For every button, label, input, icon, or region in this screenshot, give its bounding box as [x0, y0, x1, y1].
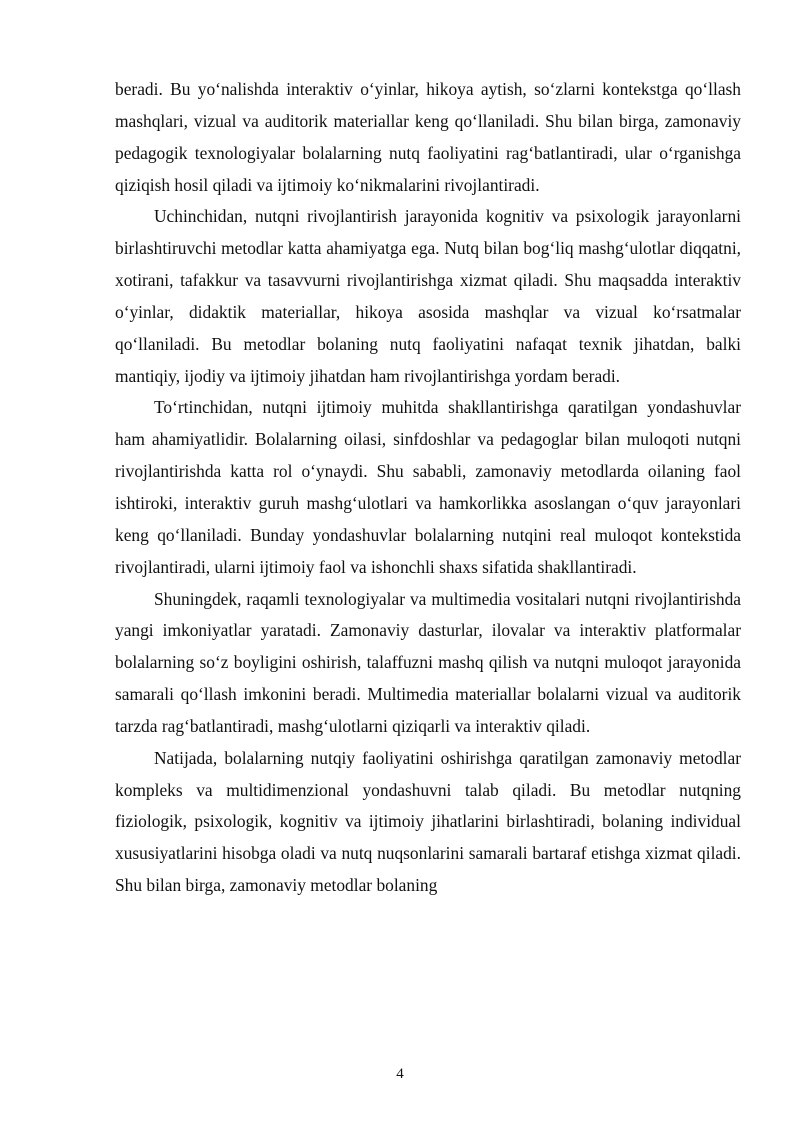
paragraph-natijada: Natijada, bolalarning nutqiy faoliyatini oshirishga qaratilgan zamonaviy metodlar kompleks va multidimenzional yondashuvni talab qiladi. Bu metodlar nutqning fiziologik, psixologik, kognitiv va ijtimoiy jihatlarini birlashtiradi, bolaning individual xususiyatlarini hisobga oladi va nutq nuqsonlarini samarali bartaraf etishga xizmat qiladi. Shu bilan birga, zamonaviy metodlar bolaning — [115, 747, 741, 896]
paragraph-tortinchidan: To‘rtinchidan, nutqni ijtimoiy muhitda shakllantirishga qaratilgan yondashuvlar ham ahamiyatlidir. Bolalarning oilasi, sinfdoshlar va pedagoglar bilan muloqoti nutqni rivojlantirishda katta rol o‘ynaydi. Shu sababli, zamonaviy metodlarda oilaning faol ishtiroki, interaktiv guruh mashg‘ulotlari va hamkorlikka asoslangan o‘quv jarayonlari keng qo‘llaniladi. Bunday yondashuvlar bolalarning nutqini real muloqot kontekstida rivojlantiradi, ularni ijtimoiy faol va ishonchli shaxs sifatida shakllantiradi. — [115, 397, 741, 577]
page-number: 4 — [396, 1066, 404, 1082]
paragraph-shuningdek: Shuningdek, raqamli texnologiyalar va multimedia vositalari nutqni rivojlantirishda yangi imkoniyatlar yaratadi. Zamonaviy dasturlar, ilovalar va interaktiv platformalar bolalarning so‘z boyligini oshirish, talaffuzni mashq qilish va nutqni muloqot jarayonida samarali qo‘llash imkonini beradi. Multimedia materiallar bolalarni vizual va auditorik tarzda rag‘batlantiradi, mashg‘ulotlarni qiziqarli va interaktiv qiladi. — [115, 588, 741, 736]
paragraph-uchinchidan: Uchinchidan, nutqni rivojlantirish jarayonida kognitiv va psixologik jarayonlarni birlashtiruvchi metodlar katta ahamiyatga ega. Nutq bilan bog‘liq mashg‘ulotlar diqqatni, xotirani, tafakkur va tasavvurni rivojlantirishga xizmat qiladi. Shu maqsadda interaktiv o‘yinlar, didaktik materiallar, hikoya asosida mashqlar va vizual ko‘rsatmalar qo‘llaniladi. Bu metodlar bolaning nutq faoliyatini nafaqat texnik jihatdan, balki mantiqiy, ijodiy va ijtimoiy jihatdan ham rivojlantirishga yordam beradi. — [115, 206, 741, 386]
paragraph-continuation: beradi. Bu yo‘nalishda interaktiv o‘yinlar, hikoya aytish, so‘zlarni kontekstga qo‘llash mashqlari, vizual va auditorik materiallar keng qo‘llaniladi. Shu bilan birga, zamonaviy pedagogik texnologiyalar bolalarning nutq faoliyatini rag‘batlantiradi, ular o‘rganishga qiziqish hosil qiladi va ijtimoiy ko‘nikmalarini rivojlantiradi. — [115, 79, 741, 195]
document-body — [115, 74, 741, 902]
